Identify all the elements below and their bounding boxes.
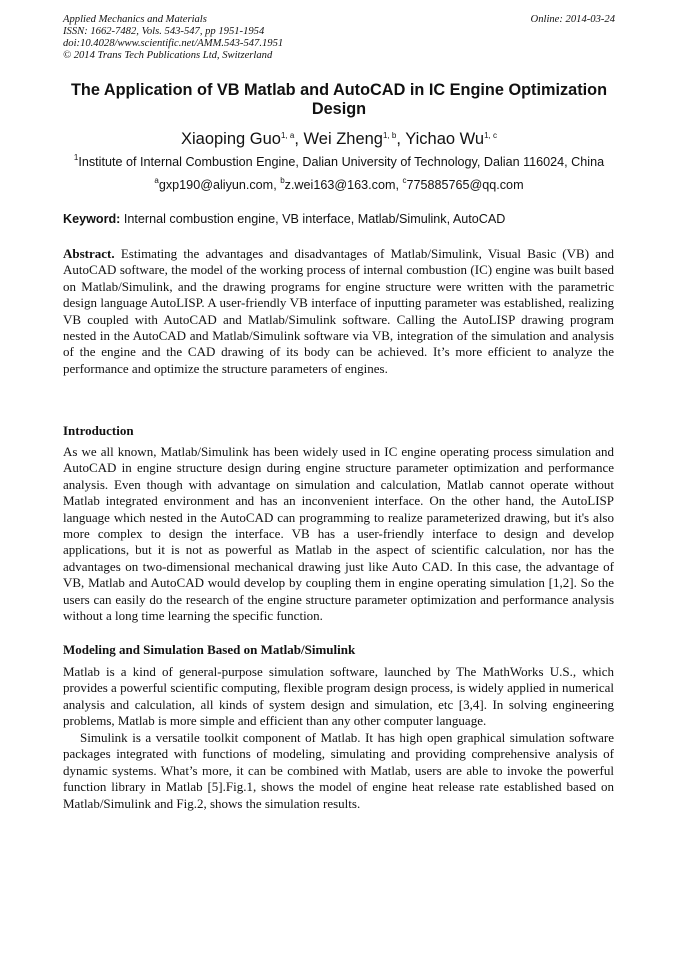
emails: $^a$gxp190@aliyun.com, $^b$z.wei163@163.com, $^c$775885765@qq.com [154,176,524,192]
affiliation-sup: 1 [73,153,79,162]
email-sup: c [402,176,407,185]
author-sup: 1, b [383,131,397,140]
keyword-text: Internal combustion engine, VB interface, Matlab/Simulink, AutoCAD [123,212,506,226]
author-name: Xiaoping Guo [180,130,281,148]
author-sup: 1, a [280,131,295,140]
copyright: © 2014 Trans Tech Publications Ltd, Switzerland [63,50,273,61]
issn: ISSN: 1662-7482, Vols. 543-547, pp 1951-1954 [63,26,265,37]
author-name: Yichao Wu [405,130,485,148]
author-sup: 1, c [484,131,497,140]
author-name: Wei Zheng [303,130,383,148]
section-heading-modeling: Modeling and Simulation Based on Matlab/Simulink [63,642,356,657]
abstract-label: Abstract. [63,246,115,261]
section-heading-introduction: Introduction [63,423,134,438]
journal-header [63,14,283,62]
affiliation-text: Institute of Internal Combustion Engine, Dalian University of Technology, Dalian 116024, China [78,155,605,169]
abstract-text: Estimating the advantages and disadvantages of Matlab/Simulink, Visual Basic (VB) and AutoCAD software, the model of the working process of internal combustion (IC) engine was built based on Matlab/Simulink, and the drawing programs for engine structure were written with the parametric design language AutoLISP. A user-friendly VB interface of inputting parameter was established, realizing VB coupled with AutoCAD and Matlab/Simulink software. Calling the AutoLISP drawing program nested in the AutoCAD and Matlab/Simulink software via VB, integration of the simulation and analysis of the engine and the CAD drawing of its body can be achieved. It’s more efficient to analyze the performance and optimize the structure parameters of engines. [63,246,614,376]
paper-title: The Application of VB Matlab and AutoCAD in IC Engine Optimization Design [70,81,608,118]
keywords [63,212,505,226]
email: 775885765@qq.com [406,178,524,192]
keyword-label: Keyword: [63,212,121,226]
introduction-paragraph: As we all known, Matlab/Simulink has been widely used in IC engine operating process simulation and AutoCAD in engine structure design during engine structure parameter optimization and performance analysis. Even though with advantage on simulation and calculation, Matlab cannot operate without Matlab integrated environment and has an inconvenient interface. On the other hand, the AutoLISP language which nested in the AutoCAD can programming to realize parameterized drawing, but it's also more complex to design the interface. VB has a user-friendly interface to design and develop applications, but it is not as powerful as Matlab in the aspect of scientific calculation, nor has the advantages on two-dimensional mechanical drawing just like Auto CAD. In this case, the advantage of VB, Matlab and AutoCAD would develop by coupling them in engine operating simulation [1,2]. So the users can easily do the research of the engine structure parameter optimization and performance analysis without a long time learning the specific function. [63,444,614,624]
email-sup: b [280,176,285,185]
abstract [63,246,614,377]
email-sup: a [154,176,159,185]
doi: doi:10.4028/www.scientific.net/AMM.543-547.1951 [63,38,284,49]
journal-name: Applied Mechanics and Materials [63,14,207,25]
affiliation [63,155,615,169]
authors: Xiaoping Guo$^{1, a}$, Wei Zheng$^{1, b}$, Yichao Wu$^{1, c}$ [180,130,497,148]
email: z.wei163@163.com [284,178,396,192]
modeling-paragraph: Simulink is a versatile toolkit component of Matlab. It has high open graphical simulation software packages integrated with functions of modeling, simulating and providing comprehensive analysis of dynamic systems. What’s more, it can be combined with Matlab, users are able to invoke the powerful function library in Matlab [5].Fig.1, shows the model of engine heat release rate established based on Matlab/Simulink and Fig.2, shows the simulation results. [63,730,614,811]
online-date: Online: 2014-03-24 [530,14,615,25]
email: gxp190@aliyun.com [158,178,274,192]
modeling-paragraph: Matlab is a kind of general-purpose simulation software, launched by The MathWorks U.S., which provides a powerful scientific computing, flexible program design process, is widely applied in numerical analysis and calculation, all kinds of system design and simulation, etc [3,4]. In solving engineering problems, Matlab is more simple and efficient than any other computer language. [63,664,614,729]
